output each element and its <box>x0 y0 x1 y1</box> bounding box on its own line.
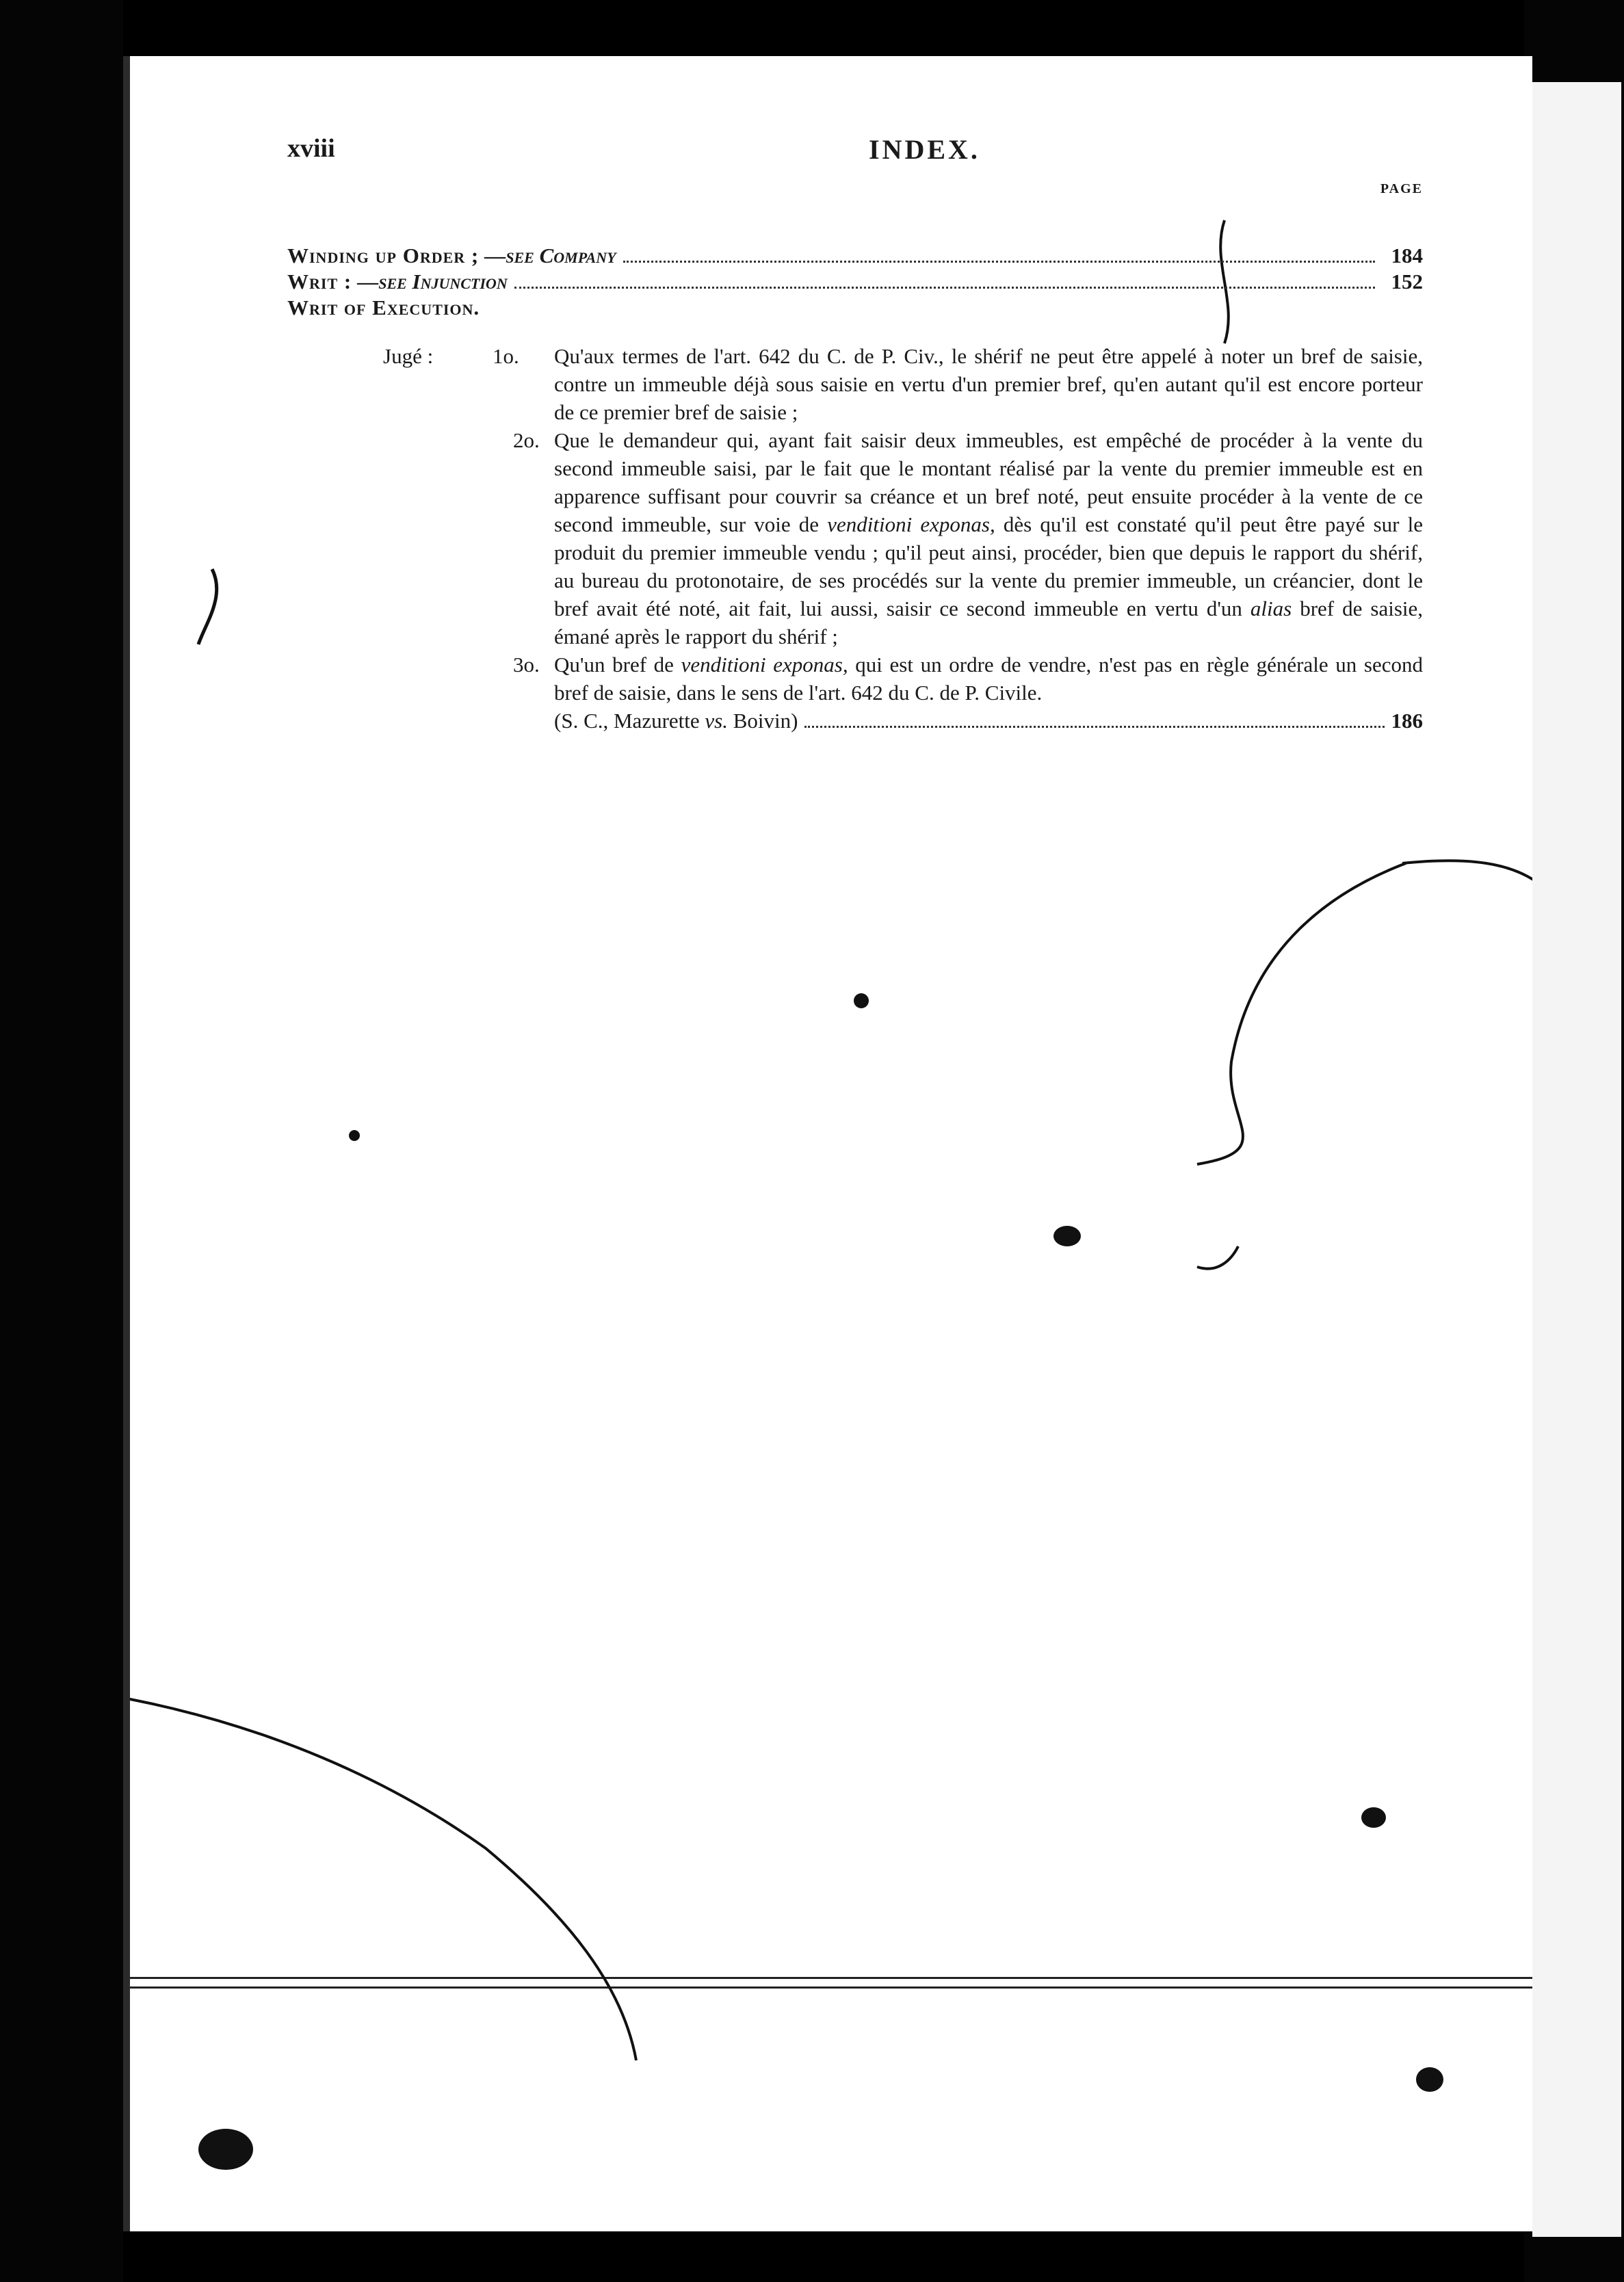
ink-spot <box>349 1130 360 1141</box>
item-text: Qu'aux termes de l'art. 642 du C. de P. Civ., le shérif ne peut être appelé à noter un bref de saisie, contre un immeuble déjà sous saisie en vertu d'un premier bref, qu'en autant qu'il est encore porteur de ce premier bref de saisie ; <box>554 344 1423 424</box>
dot-leader <box>514 287 1375 289</box>
entry-heading: Writ of Execution. <box>287 296 480 319</box>
ink-spot <box>1416 2067 1443 2092</box>
juge-label: Jugé : <box>383 344 434 368</box>
item-number: 3o. <box>513 653 540 677</box>
ink-spot <box>854 993 869 1008</box>
running-head: INDEX. <box>869 134 980 165</box>
item-italic: alias <box>1250 596 1292 620</box>
item-number: 1o. <box>493 344 519 368</box>
item-1 <box>287 342 1423 426</box>
item-text: Que le demandeur qui, ayant fait saisir deux immeubles, est empêché de procéder à la vente du second immeuble saisi, par le fait que le montant réalisé par la vente du premier immeuble est en apparence suffisant pour couvrir sa créance et un bref noté, peut ensuite procéder à la vente de ce second immeuble, sur voie de <box>554 428 1423 536</box>
scan-border-left <box>0 0 123 2282</box>
index-entry <box>287 243 1423 269</box>
citation-vs: vs. <box>705 709 728 733</box>
index-entry <box>287 269 1423 295</box>
ink-spot <box>1361 1807 1386 1828</box>
item-2 <box>287 426 1423 651</box>
item-text: qui est un ordre de vendre, n'est pas en règle générale un second bref de saisie, dans le sens de l'art. 642 du C. de P. Civile. <box>554 653 1424 705</box>
item-italic: venditioni exponas, <box>827 512 995 536</box>
facing-page-edge <box>1532 82 1621 2237</box>
entry-page: 184 <box>1391 244 1423 267</box>
entry-ref: —see Company <box>484 244 616 267</box>
dot-leader <box>623 261 1375 263</box>
item-3 <box>287 651 1423 707</box>
item-text: bref de saisie, émané après le rapport du shérif ; <box>554 596 1423 648</box>
entry-page: 152 <box>1391 270 1423 293</box>
index-entry <box>287 295 1423 321</box>
item-number: 2o. <box>513 428 540 452</box>
item-text: dès qu'il est constaté qu'il peut être payé sur le produit du premier immeuble vendu ; qu'il peut ainsi, procéder, bien que depuis le rapport du shérif, au bureau du protonotaire, de ses procédés sur la vente du premier immeuble, un créancier, dont le bref avait été noté, ait fait, lui aussi, saisir ce second immeuble en vertu d'un <box>554 512 1424 620</box>
item-italic: venditioni exponas, <box>681 653 848 677</box>
folio: xviii <box>287 134 335 163</box>
dot-leader <box>804 726 1384 728</box>
citation: Boivin) <box>733 709 798 733</box>
page-header <box>287 127 1423 196</box>
entry-page: 186 <box>1391 709 1423 733</box>
citation: (S. C., Mazurette <box>554 709 700 733</box>
citation-line <box>287 707 1423 735</box>
ink-spot <box>1053 1226 1081 1246</box>
entry-body <box>287 342 1423 735</box>
index-entries <box>287 243 1423 321</box>
ink-spot <box>198 2129 253 2170</box>
entry-term: Winding up Order ; <box>287 244 480 267</box>
entry-ref: —see Injunction <box>357 270 508 293</box>
page-column-head: PAGE <box>1380 181 1423 196</box>
item-text: Qu'un bref de <box>554 653 674 677</box>
entry-term: Writ : <box>287 270 352 293</box>
